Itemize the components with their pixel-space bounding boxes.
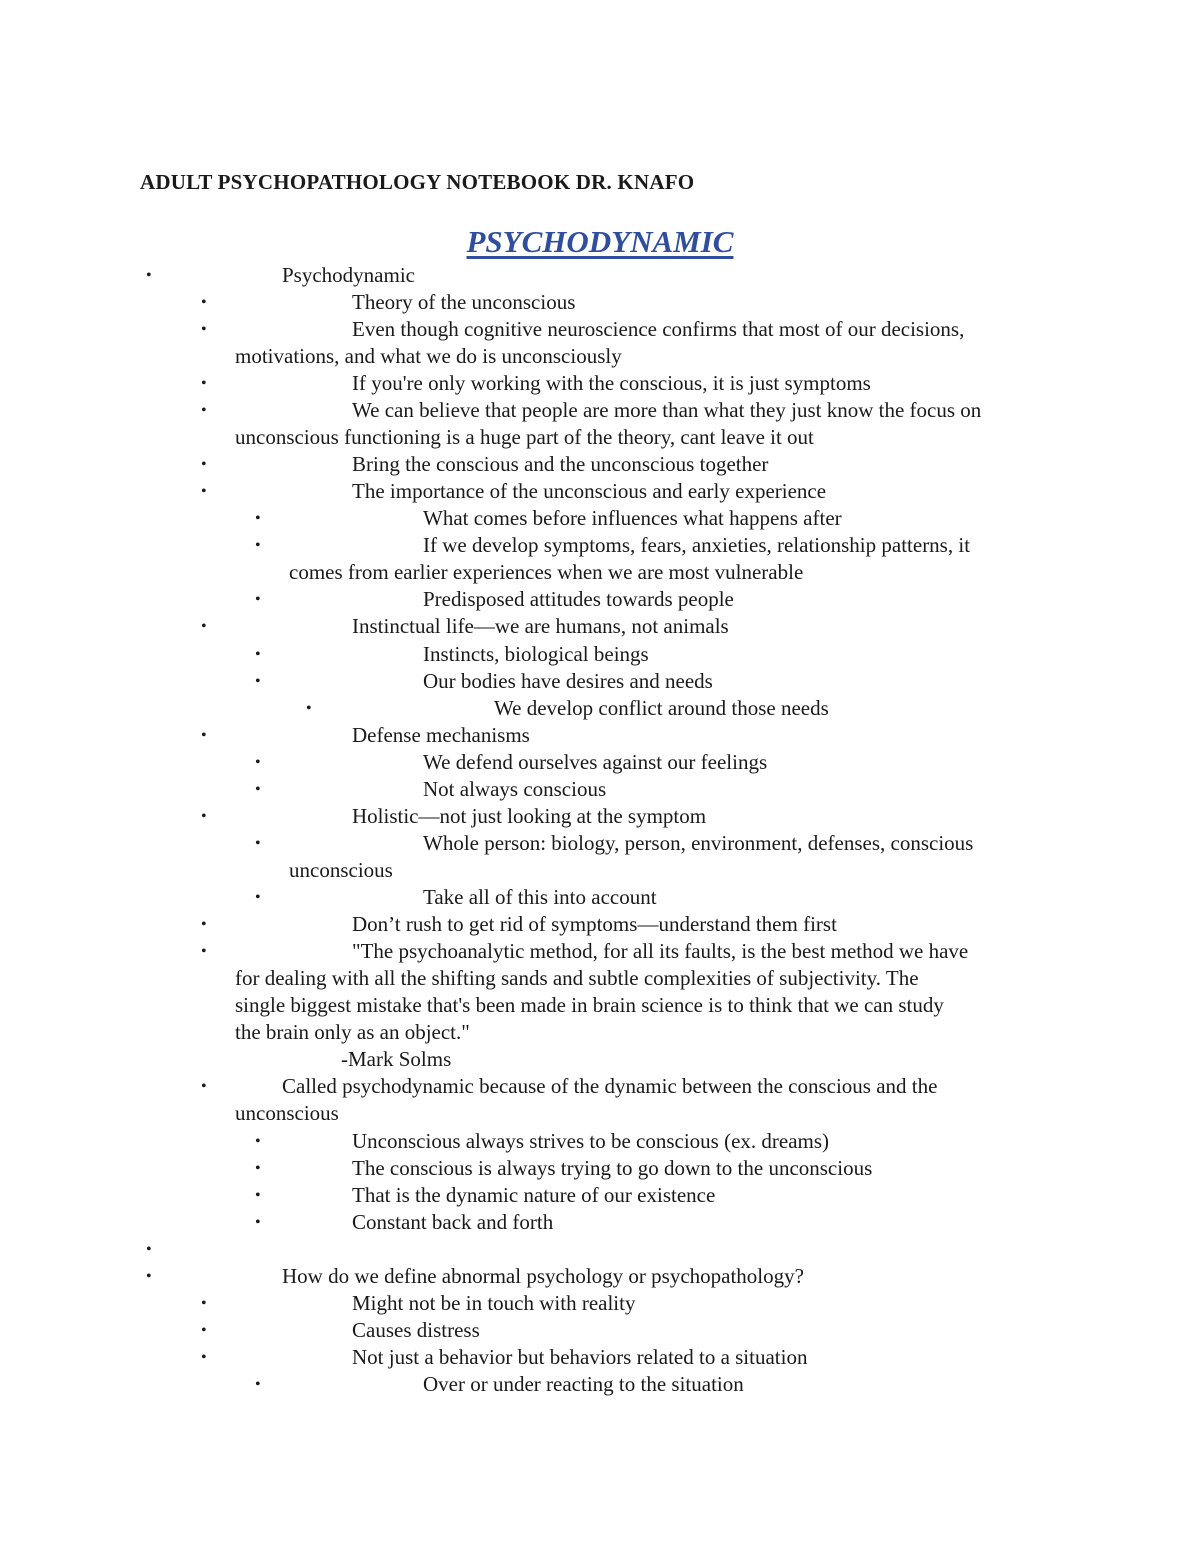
list-item-continuation: unconscious: [235, 1101, 339, 1125]
document-header: ADULT PSYCHOPATHOLOGY NOTEBOOK DR. KNAFO: [140, 170, 695, 194]
bullet-icon: •: [255, 835, 261, 852]
list-item-continuation: unconscious functioning is a huge part of the theory, cant leave it out: [235, 425, 814, 449]
list-item: Causes distress: [352, 1318, 480, 1342]
list-item: Holistic—not just looking at the symptom: [352, 804, 707, 828]
bullet-icon: •: [201, 916, 207, 933]
list-item: Instincts, biological beings: [423, 642, 649, 666]
bullet-icon: •: [201, 1078, 207, 1095]
bullet-icon: •: [255, 1187, 261, 1204]
list-item: Not always conscious: [423, 777, 607, 801]
bullet-icon: •: [146, 1268, 152, 1285]
bullet-icon: •: [255, 1214, 261, 1231]
list-item: Defense mechanisms: [352, 723, 530, 747]
list-item: Constant back and forth: [352, 1210, 554, 1234]
bullet-icon: •: [201, 456, 207, 473]
bullet-icon: •: [255, 781, 261, 798]
bullet-icon: •: [201, 483, 207, 500]
list-item: That is the dynamic nature of our existence: [352, 1183, 716, 1207]
list-item: Don’t rush to get rid of symptoms—understand them first: [352, 912, 837, 936]
list-item-continuation: single biggest mistake that's been made in brain science is to think that we can study: [235, 993, 944, 1017]
list-item: What comes before influences what happens after: [423, 506, 842, 530]
bullet-icon: •: [201, 294, 207, 311]
list-item: Over or under reacting to the situation: [423, 1372, 744, 1396]
list-item-continuation: for dealing with all the shifting sands and subtle complexities of subjectivity. The: [235, 966, 919, 990]
list-item: We can believe that people are more than what they just know the focus on: [352, 398, 982, 422]
bullet-icon: •: [255, 646, 261, 663]
list-item: "The psychoanalytic method, for all its faults, is the best method we have: [352, 939, 969, 963]
bullet-icon: •: [146, 1241, 152, 1258]
bullet-icon: •: [201, 1295, 207, 1312]
list-item: Whole person: biology, person, environment, defenses, conscious: [423, 831, 974, 855]
bullet-icon: •: [255, 591, 261, 608]
list-item: Might not be in touch with reality: [352, 1291, 636, 1315]
list-item: We develop conflict around those needs: [494, 696, 829, 720]
list-item: Even though cognitive neuroscience confirms that most of our decisions,: [352, 317, 965, 341]
bullet-icon: •: [255, 889, 261, 906]
list-item: Instinctual life—we are humans, not animals: [352, 614, 729, 638]
list-item: Called psychodynamic because of the dynamic between the conscious and the: [282, 1074, 938, 1098]
section-title: PSYCHODYNAMIC: [466, 224, 734, 259]
bullet-icon: •: [201, 1349, 207, 1366]
list-item: Not just a behavior but behaviors related to a situation: [352, 1345, 808, 1369]
list-item: How do we define abnormal psychology or psychopathology?: [282, 1264, 804, 1288]
list-item: Psychodynamic: [282, 263, 415, 287]
list-item: Our bodies have desires and needs: [423, 669, 713, 693]
list-item-continuation: unconscious: [289, 858, 393, 882]
list-item: Take all of this into account: [423, 885, 657, 909]
list-item-continuation: -Mark Solms: [341, 1047, 452, 1071]
list-item: The importance of the unconscious and early experience: [352, 479, 827, 503]
list-item-continuation: comes from earlier experiences when we are most vulnerable: [289, 560, 804, 584]
list-item: Unconscious always strives to be conscious (ex. dreams): [352, 1129, 830, 1153]
bullet-icon: •: [201, 808, 207, 825]
bullet-icon: •: [255, 1160, 261, 1177]
bullet-icon: •: [255, 537, 261, 554]
list-item: The conscious is always trying to go down to the unconscious: [352, 1156, 873, 1180]
bullet-icon: •: [201, 375, 207, 392]
bullet-icon: •: [201, 402, 207, 419]
list-item: Bring the conscious and the unconscious together: [352, 452, 769, 476]
bullet-icon: •: [255, 673, 261, 690]
bullet-icon: •: [255, 1133, 261, 1150]
bullet-icon: •: [201, 943, 207, 960]
list-item: Predisposed attitudes towards people: [423, 587, 734, 611]
list-item-continuation: motivations, and what we do is unconsciously: [235, 344, 622, 368]
bullet-icon: •: [201, 727, 207, 744]
bullet-icon: •: [255, 1376, 261, 1393]
list-item: If we develop symptoms, fears, anxieties, relationship patterns, it: [423, 533, 971, 557]
list-item-continuation: the brain only as an object.": [235, 1020, 470, 1044]
bullet-icon: •: [255, 510, 261, 527]
bullet-icon: •: [201, 1322, 207, 1339]
bullet-icon: •: [255, 754, 261, 771]
bullet-icon: •: [201, 618, 207, 635]
bullet-icon: •: [146, 267, 152, 284]
list-item: We defend ourselves against our feelings: [423, 750, 768, 774]
list-item: If you're only working with the conscious, it is just symptoms: [352, 371, 871, 395]
bullet-icon: •: [201, 321, 207, 338]
list-item: Theory of the unconscious: [352, 290, 576, 314]
bullet-icon: •: [306, 700, 312, 717]
